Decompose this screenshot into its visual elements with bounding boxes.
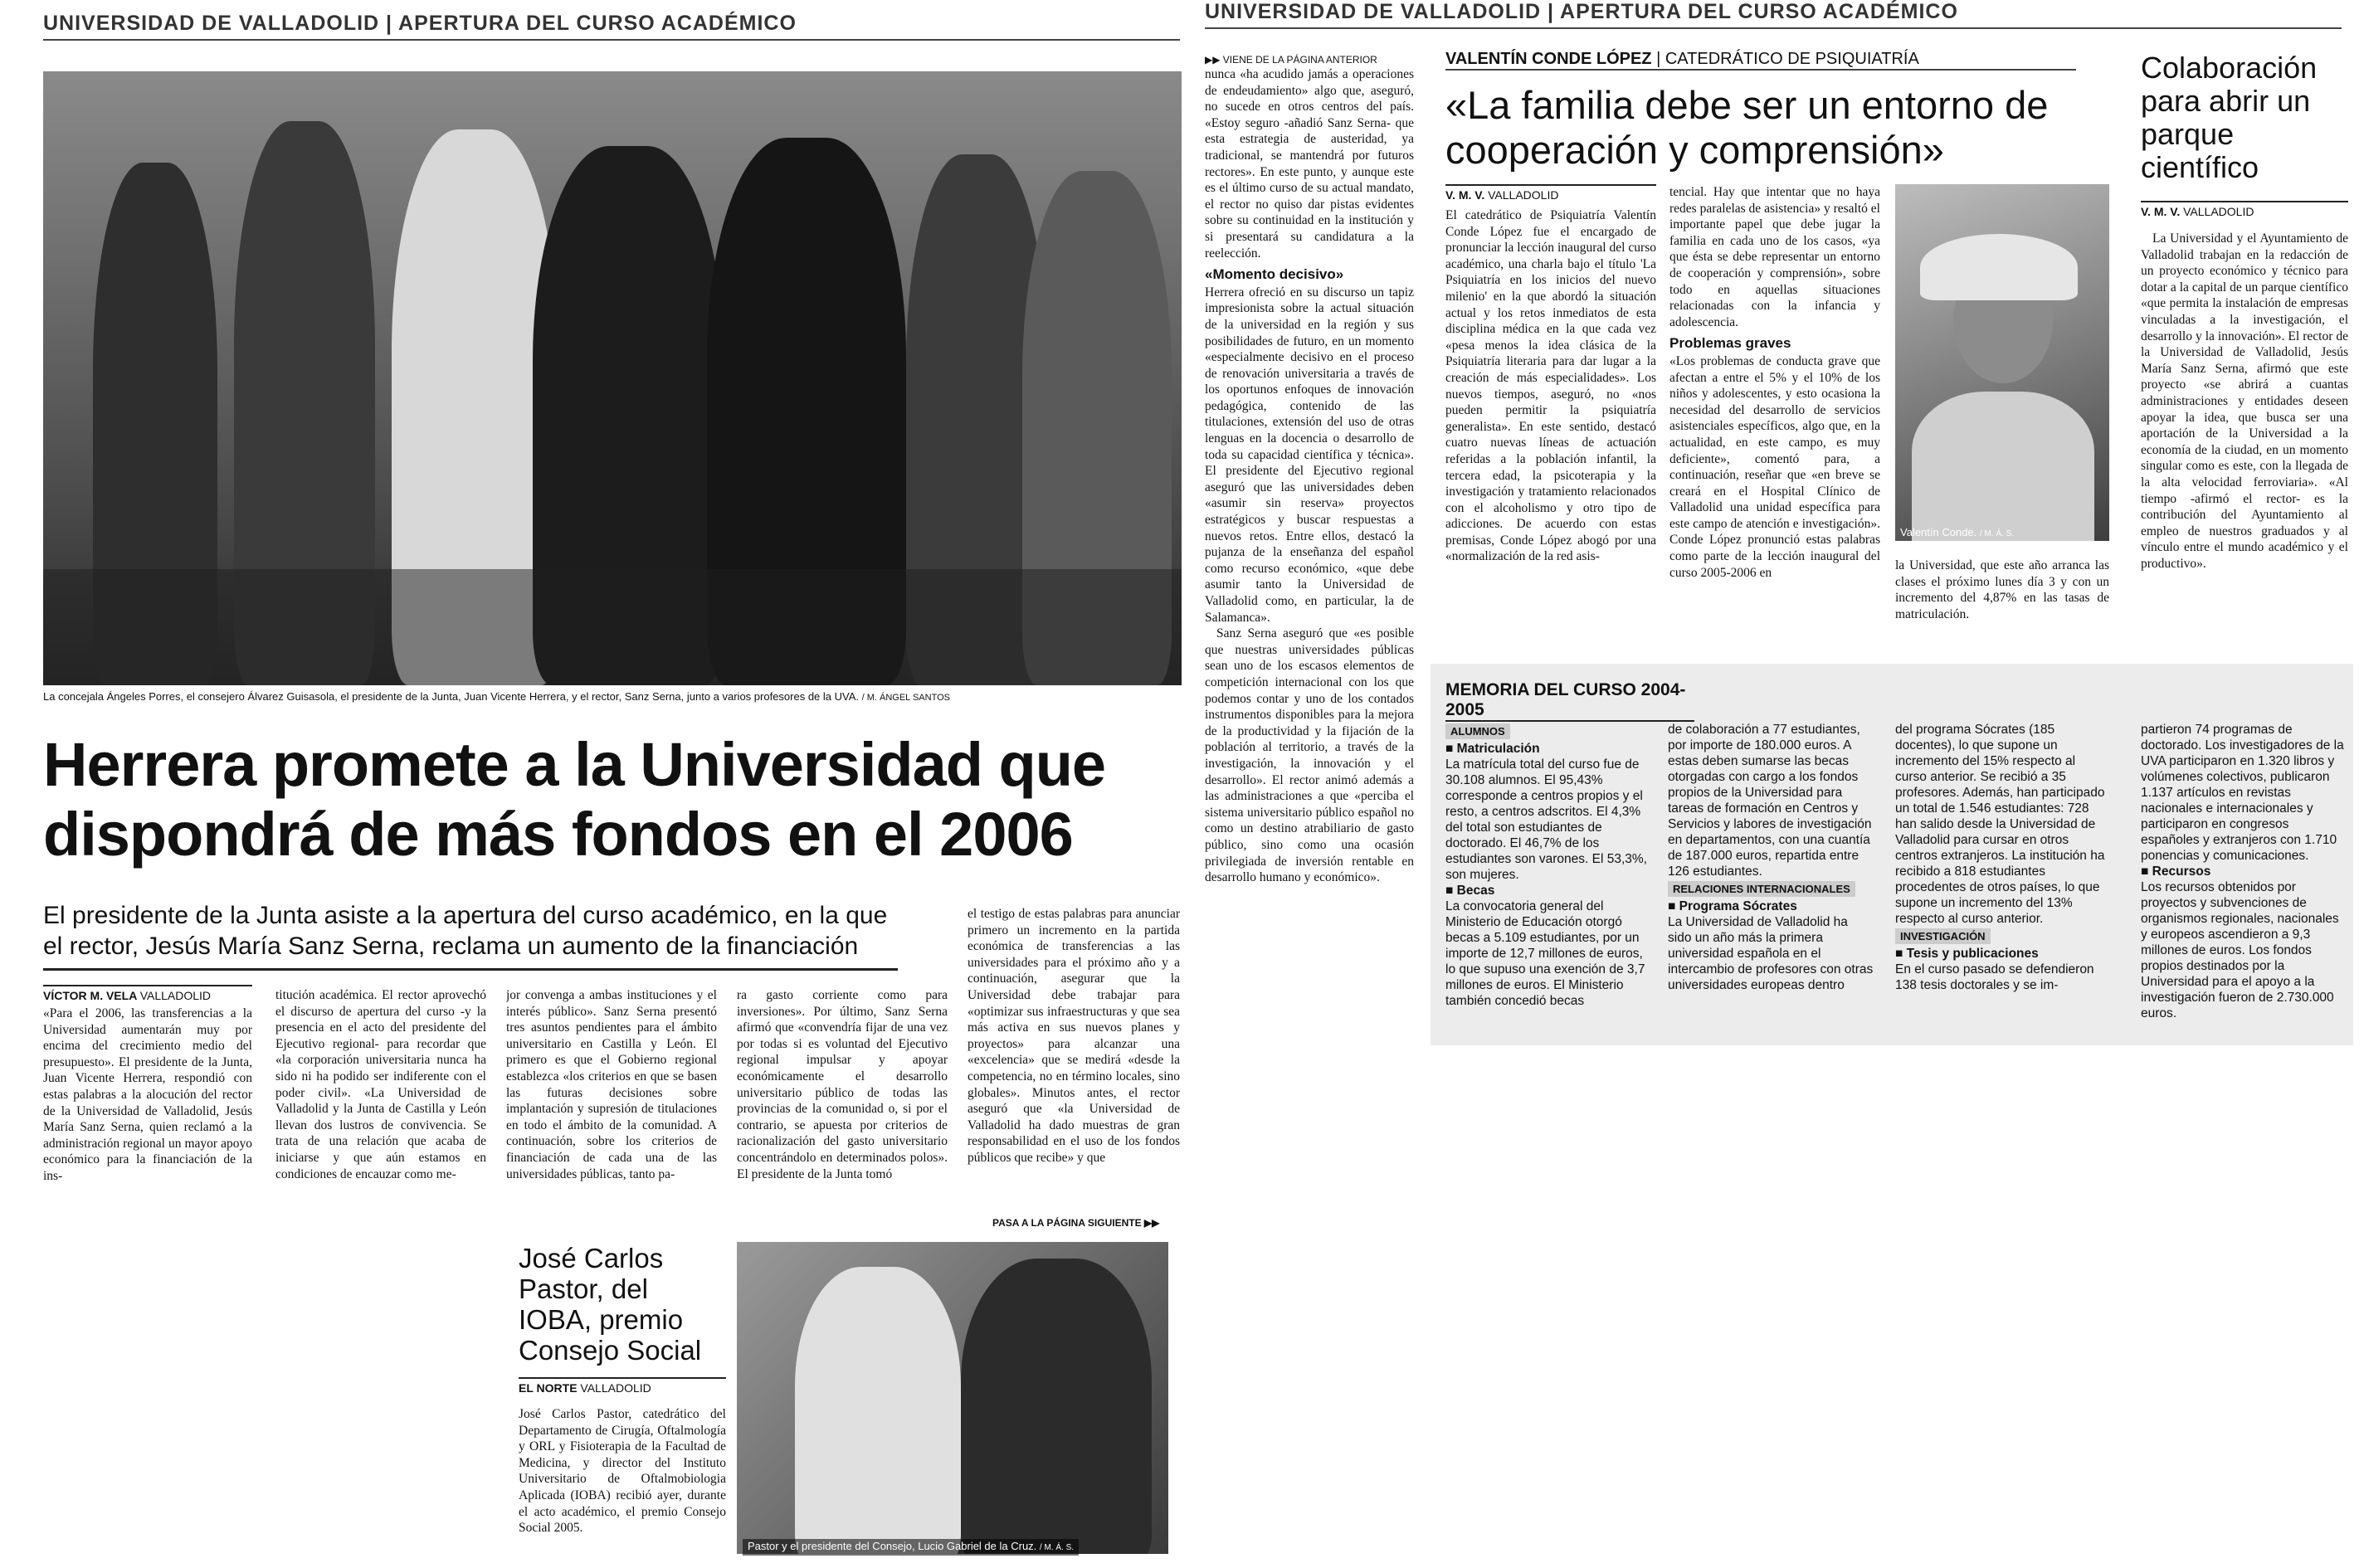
- memoria-col-3: del programa Sócrates (185 docentes), lo que supone un incremento del 15% respecto al curso anterior. Se recibió a 35 profesores. Además, han participado un total de 1.546 estudiantes: 728 han salido desde la Universidad de Valladolid para cursar en otros centros extranjeros. La institución ha recibido a 818 estudiantes procedentes de otros países, lo que supone un incremento del 13% respecto al curso anterior. INVESTIGACIÓN ■ Tesis y publicaciones En el curso pasado se defendieron 138 tesis doctorales y se im-: [1895, 723, 2105, 992]
- park-headline: Colaboración para abrir un parque científico: [2141, 51, 2318, 184]
- main-subheadline: El presidente de la Junta asiste a la apertura del curso académico, en la que el rector, Jesús María Sanz Serna, reclama un aumento de la financiación: [43, 900, 898, 971]
- main-photo: [43, 71, 1182, 685]
- memoria-col-2: de colaboración a 77 estudiantes, por importe de 180.000 euros. A estas deben sumarse las becas otorgadas con cargo a los fondos propios de la Universidad para tareas de formación en Centros y Servicios y labores de investigación en departamentos, con una cuantía de 187.000 euros, repartida entre 126 estudiantes. RELACIONES INTERNACIONALES ■ Programa Sócrates La Universidad de Valladolid ha sido un año más la primera universidad española en el intercambio de profesores con otras universidades europeas dentro: [1668, 723, 1874, 992]
- memoria-col-4: partieron 74 programas de doctorado. Los investigadores de la UVA participaron en 1.320 libros y volúmenes colectivos, publicaron 1.137 artículos en revistas nacionales e internacionales y participaron en congresos españoles y extranjeros con 1.710 ponencias y comunicaciones. ■ Recursos Los recursos obtenidos por proyectos y subvenciones de organismos regionales, nacionales y europeos ascendieron a 9,3 millones de euros. Los fondos propios destinados por la Universidad para el apoyo a la investigación fueron de 2.730.000 euros.: [2141, 723, 2344, 1020]
- sidebar-photo: [737, 1242, 1168, 1554]
- interview-byline: V. M. V. VALLADOLID: [1445, 184, 1656, 202]
- left-col-5: el testigo de estas palabras para anunciar primero un incremento en la partida económica de transferencias a las universidades para el próximo año y a continuación, asegurar que la Universidad debe trabajar para «optimizar sus infraestructuras y que sea más activa en sus nuevos planes y proyectos» para alcanzar una «excelencia» que se medirá «desde la competencia, no en término locales, sino globales». Minutos antes, el rector aseguró que «la Universidad de Valladolid ha dado muestras de gran responsabilidad en el uso de los fondos públicos que recibe» y que: [968, 907, 1180, 1165]
- interview-kicker: VALENTÍN CONDE LÓPEZ | CATEDRÁTICO DE PSIQUIATRÍA: [1445, 50, 2076, 71]
- interview-headline: «La familia debe ser un entorno de cooperación y comprensión»: [1445, 83, 2049, 172]
- from-previous-page: ▶▶ VIENE DE LA PÁGINA ANTERIOR: [1205, 54, 1377, 66]
- left-col-1: «Para el 2006, las transferencias a la Universidad aumentarán muy por encima del crecimiento medio del presupuesto». El presidente de la Junta, Juan Vicente Herrera, respondió con estas palabras a la alocución del rector de la Universidad de Valladolid, Jesús María Sanz Serna, quien reclamó a la administración regional un mayor apoyo económico para la financiación de la ins-: [43, 1006, 252, 1183]
- interview-col-1: El catedrático de Psiquiatría Valentín Conde López fue el encargado de pronunciar la lección inaugural del curso académico, una charla bajo el título 'La Psiquiatría en los inicios del nuevo milenio' en la que abordó la situación actual y los retos inmediatos de esta disciplina médica en la que cada vez «pesa menos la idea clásica de la Psiquiatría literaria para dar lugar a la creación de más especialidades». Los nuevos tiempos, aseguró, no «nos pueden permitir la psiquiatría generalista». En este sentido, destacó cuatro nuevas líneas de actuación referidas a la población infantil, la tercera edad, la psicoterapia y la investigación y tratamiento relacionados con el alcoholismo y otro tipo de adicciones. De acuerdo con estas premisas, Conde López abogó por una «normalización de la red asis-: [1445, 208, 1656, 564]
- sidebar-byline: EL NORTE VALLADOLID: [519, 1377, 726, 1395]
- interview-photo: [1895, 184, 2109, 541]
- park-body: La Universidad y el Ayuntamiento de Valladolid trabajan en la redacción de un proyecto económico y técnico para dotar a la capital de un parque científico «que permita la instalación de empresas vinculadas a la investigación, el desarrollo y la innovación». El rector de la Universidad de Valladolid, Jesús María Sanz Serna, afirmó que este proyecto «se abrirá a cuantas administraciones y entidades deseen apoyar la idea, que busca ser una aportación de la Universidad a la economía de la ciudad, en un momento singular como es este, con la llegada de la alta velocidad ferroviaria». «Al tiempo -afirmó el rector- es la contribución del Ayuntamiento al empleo de nuestros graduados y al vínculo entre el mundo académico y el productivo».: [2141, 231, 2348, 571]
- main-photo-caption: La concejala Ángeles Porres, el consejero Álvarez Guisasola, el presidente de la Junta, Juan Vicente Herrera, y el rector, Sanz Serna, junto a varios profesores de la UVA. / M. ÁNGEL SANTOS: [43, 690, 950, 703]
- main-headline: Herrera promete a la Universidad que dispondrá de más fondos en el 2006: [43, 730, 1106, 869]
- left-col-2: titución académica. El rector aprovechó el discurso de apertura del curso -y la presencia en el acto del presidente del Ejecutivo regional- para recordar que «la corporación universitaria nunca ha sido ni ha podido ser indiferente con el poder civil». «La Universidad de Valladolid y la Junta de Castilla y León llevan dos lustros de convivencia. Se trata de una relación que acaba de iniciarse y que aún estamos en condiciones de encauzar como me-: [275, 988, 486, 1181]
- park-byline: V. M. V. VALLADOLID: [2141, 201, 2348, 218]
- left-col-3: jor convenga a ambas instituciones y el interés público». Sanz Serna presentó tres asuntos pendientes para el ámbito universitario en Castilla y León. El primero es que el Gobierno regional establezca «los criterios en que se basen las futuras decisiones sobre implantación y supresión de titulaciones en todo el ámbito de la comunidad. A continuación, sobre los criterios de financiación de cada una de las universidades públicas, tanto pa-: [506, 988, 717, 1181]
- interview-col-3: la Universidad, que este año arranca las clases el próximo lunes día 3 y con un incremento del 4,87% en las tasas de matriculación.: [1895, 558, 2109, 621]
- sidebar-body: José Carlos Pastor, catedrático del Departamento de Cirugía, Oftalmología y ORL y Fisioterapia de la Facultad de Medicina, y director del Instituto Universitario de Oftalmobiologia Aplicada (IOBA) recibió ayer, durante el acto académico, el premio Consejo Social 2005.: [519, 1407, 726, 1536]
- left-section-header: UNIVERSIDAD DE VALLADOLID | APERTURA DEL CURSO ACADÉMICO: [43, 12, 1180, 41]
- interview-photo-caption: Valentín Conde. / M. Á. S.: [1900, 526, 2015, 538]
- sidebar-title: José Carlos Pastor, del IOBA, premio Consejo Social: [519, 1243, 702, 1366]
- interview-col-2: tencial. Hay que intentar que no haya redes paralelas de asistencia» y resaltó el importante papel que debe jugar la familia en cada uno de los casos, «ya que ésta se debe representar un entorno de cooperación y comprensión», sobre todo en aquellas situaciones relacionadas con la infancia y adolescencia. Problemas graves «Los problemas de conducta grave que afectan a entre el 5% y el 10% de los niños y adolescentes, y esto ocasiona la necesidad del desarrollo de servicios asistenciales específicos, algo que, en la actualidad, en este campo, es muy deficiente», comentó para, a continuación, reseñar que «en breve se creará en el Hospital Clínico de Valladolid una unidad específica para este campo de atención e investigación». Conde López pronunció estas palabras como parte de la lección inaugural del curso 2005-2006 en: [1669, 185, 1880, 580]
- memoria-title: MEMORIA DEL CURSO 2004-2005: [1445, 680, 1694, 722]
- left-byline: VÍCTOR M. VELA VALLADOLID: [43, 985, 252, 1002]
- left-col-4: ra gasto corriente como para inversiones». Por último, Sanz Serna afirmó que «convendría fijar de una vez por todas si es voluntad del Ejecutivo regional impulsar y apoyar económicamente el desarrollo universitario público de todas las provincias de la comunidad o, si por el contrario, se apuesta por criterios de racionalización del gasto universitario concentrándolo en determinados polos». El presidente de la Junta tomó: [737, 988, 948, 1181]
- right-col-a: nunca «ha acudido jamás a operaciones de endeudamiento» algo que, aseguró, no sucede en otros centros del país. «Estoy seguro -añadió Sanz Serna- que esta estrategia de austeridad, ya tradicional, se mantendrá por futuros rectores». En este punto, y aunque este es el último curso de su actual mandato, el rector no quiso dar pistas evidentes sobre su continuidad en la institución y si presentará su candidatura a la reelección. «Momento decisivo» Herrera ofreció en su discurso un tapiz impresionista sobre la actual situación de la universidad en la región y sus posibilidades de futuro, en un momento «especialmente decisivo en el proceso de renovación universitaria a través de los oportunos enfoques de innovación pedagógica, contenido de las titulaciones, extensión del uso de otras lenguas en la docencia o desarrollo de toda su capacidad científica y técnica». El presidente del Ejecutivo regional aseguró que las universidades deben «asumir sin reserva» proyectos estratégicos y buscar respuestas a nuevos retos. Entre ellos, destacó la pujanza de la enseñanza del español como recurso económico, «que debe asumir tanto la Universidad de Valladolid como, en particular, la de Salamanca». Sanz Serna aseguró que «es posible que nuestras universidades públicas sean uno de los escasos elementos de competición internacional con los que podemos contar y uno de los contados instrumentos disponibles para la mejora de la productividad y la fijación de la población al territorio, a través de la investigación, la innovación y el desarrollo». El rector animó además a las administraciones a que «perciba el sistema universitario público español no como un destino atrabiliario de gasto público, sino como una ocasión privilegiada de inversión rentable en desarrollo humano y económico».: [1205, 67, 1414, 885]
- right-section-header: UNIVERSIDAD DE VALLADOLID | APERTURA DEL CURSO ACADÉMICO: [1205, 0, 2342, 29]
- memoria-col-1: ALUMNOS ■ Matriculación La matrícula total del curso fue de 30.108 alumnos. El 95,43% corresponde a centros propios y el resto, a centros adscritos. El 4,3% del total son estudiantes de doctorado. El 46,7% de los estudiantes son varones. El 53,3%, son mujeres. ■ Becas La convocatoria general del Ministerio de Educación otorgó becas a 5.109 estudiantes, por un importe de 12,7 millones de euros, lo que supuso una exención de 3,7 millones de euros. El Ministerio también concedió becas: [1445, 725, 1647, 1008]
- continues-next-page: PASA A LA PÁGINA SIGUIENTE ▶▶: [992, 1217, 1160, 1229]
- sidebar-photo-caption: Pastor y el presidente del Consejo, Lucio Gabriel de la Cruz. / M. Á. S.: [743, 1539, 1079, 1556]
